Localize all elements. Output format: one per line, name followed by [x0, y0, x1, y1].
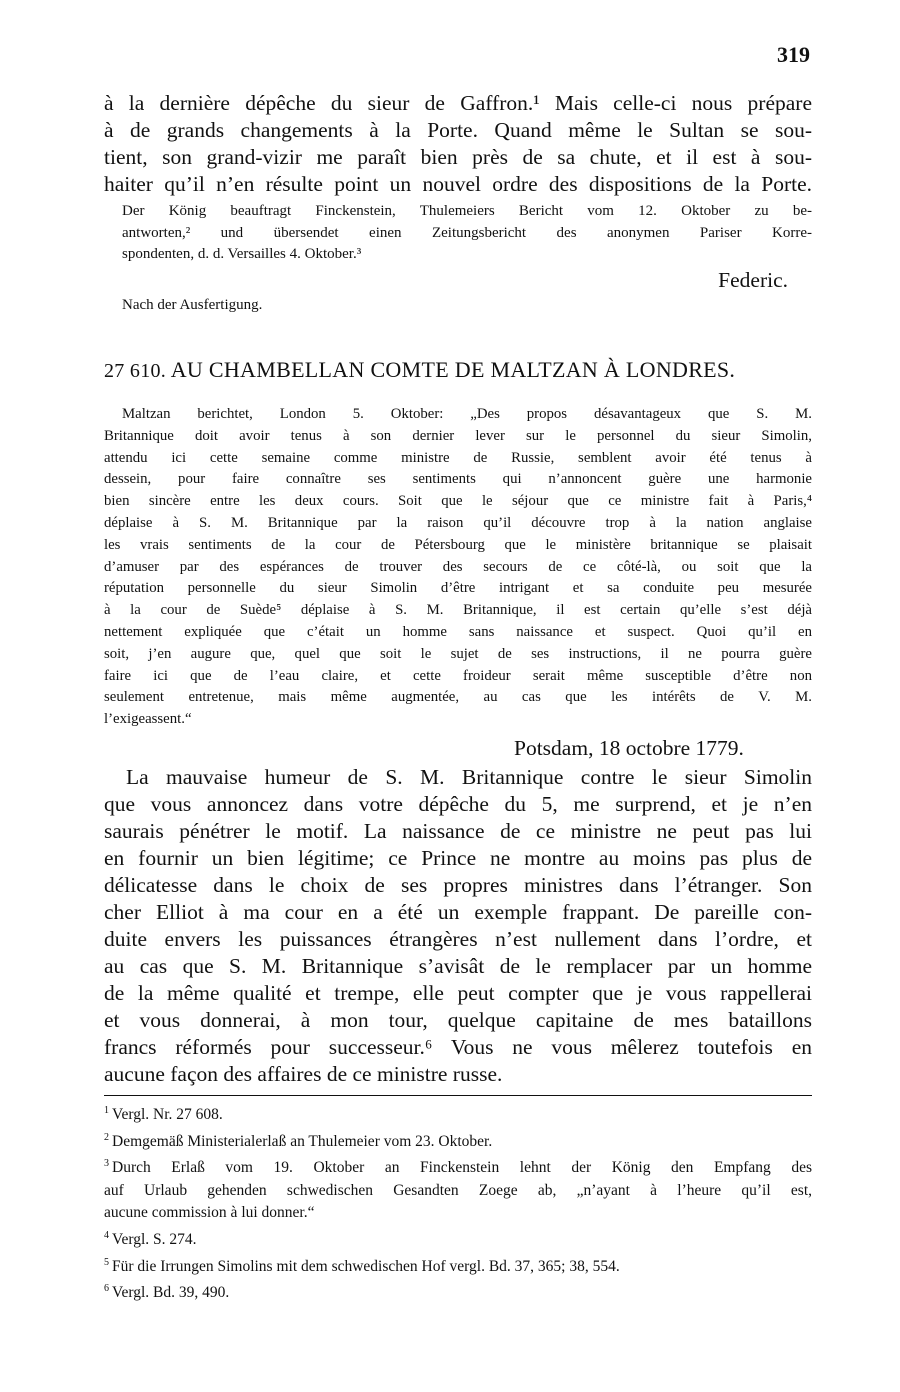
body-line: La mauvaise humeur de S. M. Britannique contre le sieur Simolin: [126, 765, 812, 789]
body-line: saurais pénétrer le motif. La naissance de ce ministre ne peut pas lui: [104, 819, 812, 843]
signature: Federic.: [718, 268, 788, 292]
summary-line: d’amuser par des espérances de trouver des secours de ce côté-là, ou soit que la: [104, 558, 812, 575]
summary-line: soit, j’en augure que, quel que soit le sujet de ses instructions, il ne pourra guère: [104, 645, 812, 662]
body-line: délicatesse dans le choix de ses propres ministres dans l’étranger. Son: [104, 873, 812, 897]
summary-line: dessein, pour faire connaître ses sentiments qui n’annoncent guère une harmonie: [104, 471, 812, 488]
letter-body: [104, 764, 812, 1088]
dateline: Potsdam, 18 octobre 1779.: [514, 736, 744, 760]
report-summary: [104, 404, 812, 731]
summary-line: faire ici que de l’eau claire, et cette froideur serait même susceptible d’être non: [104, 667, 812, 684]
footnote-5: $^5$ Für die Irrungen Simolins mit dem schwedischen Hof vergl. Bd. 37, 365; 38, 554.: [104, 1256, 620, 1275]
footnote-3-cont: aucune commission à lui donner.“: [104, 1204, 315, 1222]
paragraph-line: tient, son grand-vizir me paraît bien près de sa chute, et il est à sou-: [104, 145, 812, 169]
body-line: que vous annoncez dans votre dépêche du 5, me surprend, et je n’en: [104, 792, 812, 816]
body-line: au cas que S. M. Britannique s’avisât de le remplacer par un homme: [104, 954, 812, 978]
summary-line: attendu ici cette semaine comme ministre de Russie, semblent avoir été tenus à: [104, 449, 812, 466]
summary-line: à la cour de Suède⁵ déplaise à S. M. Britannique, il est certain qu’elle s’est déjà: [104, 602, 812, 619]
footnote-rule: [104, 1095, 812, 1096]
footnote-1: $^1$ Vergl. Nr. 27 608.: [104, 1105, 223, 1124]
summary-line: bien sincère entre les deux cours. Soit que le séjour que ce ministre fait à Paris,⁴: [104, 493, 812, 510]
paragraph-line: à la dernière dépêche du sieur de Gaffron.¹ Mais celle-ci nous prépare: [104, 91, 812, 115]
source-note: Nach der Ausfertigung.: [122, 297, 263, 313]
editorial-note: [122, 201, 812, 266]
footnote-6: $^6$ Vergl. Bd. 39, 490.: [104, 1283, 230, 1302]
summary-line: déplaise à S. M. Britannique par la raison qu’il découvre trop à la nation anglaise: [104, 514, 812, 531]
body-line: francs réformés pour successeur.⁶ Vous ne vous mêlerez toutefois en: [104, 1035, 812, 1059]
letter-title: AU CHAMBELLAN COMTE DE MALTZAN À LONDRES.: [170, 357, 736, 382]
letter-number: 27 610.: [104, 360, 167, 382]
summary-line: nettement expliquée que c’était un homme sans naissance et suspect. Quoi qu’il en: [104, 623, 812, 640]
body-line: en fournir un bien légitime; ce Prince ne montre au moins pas plus de: [104, 846, 812, 870]
summary-line: Maltzan berichtet, London 5. Oktober: „Des propos désavantageux que S. M.: [122, 406, 812, 422]
continued-paragraph: [104, 90, 812, 198]
footnote-4: $^4$ Vergl. S. 274.: [104, 1229, 197, 1249]
note-line: Der König beauftragt Finckenstein, Thulemeiers Bericht vom 12. Oktober zu be-: [122, 203, 812, 219]
body-line: et vous donnerai, à mon tour, quelque capitaine de mes bataillons: [104, 1008, 812, 1032]
footnote-3-cont: auf Urlaub gehenden schwedischen Gesandten Zoege ab, „n’ayant à l’heure qu’il est,: [104, 1181, 812, 1199]
body-line: aucune façon des affaires de ce ministre russe.: [104, 1062, 503, 1086]
footnote-3: $^3$ Durch Erlaß vom 19. Oktober an Finckenstein lehnt der König den Empfang des: [104, 1158, 812, 1177]
page-number: 319: [777, 42, 810, 67]
summary-line: les vrais sentiments de la cour de Pétersbourg que le ministère britannique se plaisait: [104, 536, 812, 553]
footnotes: [104, 1100, 812, 1305]
paragraph-line: à de grands changements à la Porte. Quand même le Sultan se sou-: [104, 118, 812, 142]
summary-line: l’exigeassent.“: [104, 711, 192, 728]
summary-line: Britannique doit avoir tenus à son dernier lever sur le personnel du sieur Simolin,: [104, 427, 812, 444]
body-line: cher Elliot à ma cour en a été un exemple frappant. De pareille con-: [104, 900, 812, 924]
summary-line: réputation personnelle du sieur Simolin d’être intrigant et sa conduite peu mesurée: [104, 580, 812, 597]
paragraph-line: haiter qu’il n’en résulte point un nouvel ordre des dispositions de la Porte.: [104, 172, 812, 196]
letter-heading: [104, 357, 812, 383]
footnote-2: $^2$ Demgemäß Ministerialerlaß an Thulemeier vom 23. Oktober.: [104, 1131, 493, 1150]
body-line: duite envers les puissances étrangères n’est nullement dans l’ordre, et: [104, 927, 812, 951]
note-line: spondenten, d. d. Versailles 4. Oktober.³: [122, 246, 362, 262]
note-line: antworten,² und übersendet einen Zeitungsbericht des anonymen Pariser Korre-: [122, 224, 812, 241]
summary-line: seulement entretenue, mais même augmentée, au cas que les intérêts de V. M.: [104, 689, 812, 706]
body-line: de la même qualité et trempe, elle peut compter que je vous rappellerai: [104, 981, 812, 1005]
